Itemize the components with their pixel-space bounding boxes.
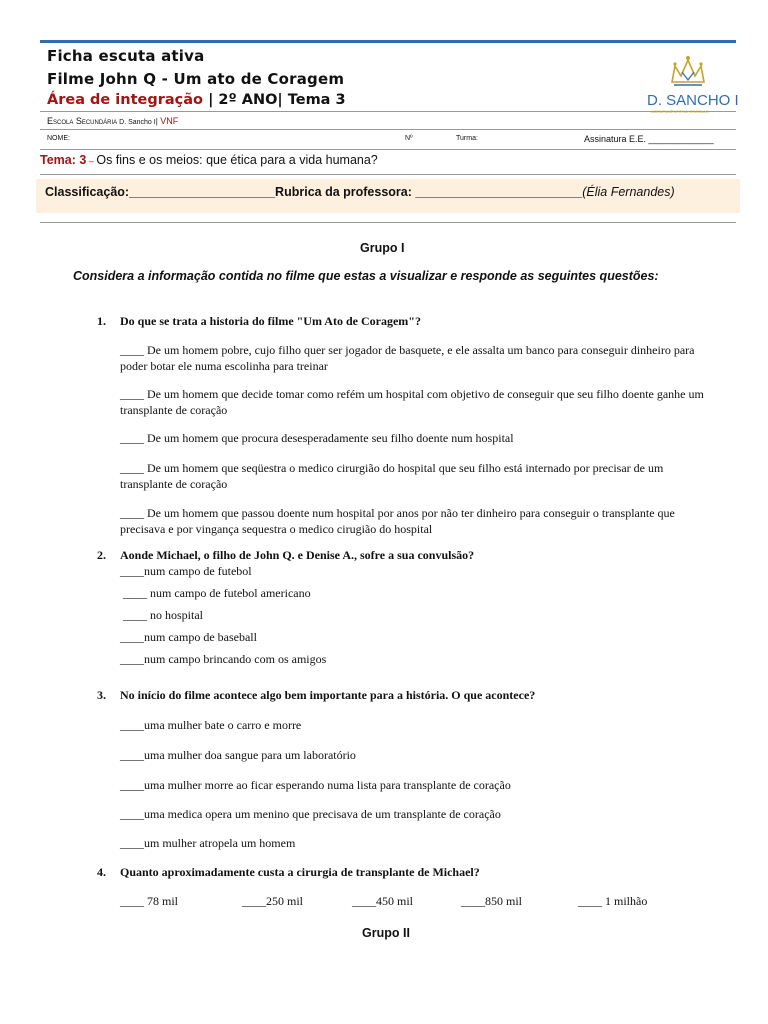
question-2-num: 2.: [97, 548, 106, 562]
q4-option[interactable]: ____450 mil: [352, 894, 414, 908]
q1-option[interactable]: ____ De um homem que passou doente num hospital por anos por não ter dinheiro para conseguir o transplante que precisava e por vingança sequestra o medico cirugião do hospital: [120, 506, 675, 536]
q2-option[interactable]: ____num campo de futebol: [120, 564, 252, 578]
area-line: [47, 92, 346, 108]
school-line: [47, 116, 178, 126]
q1-option[interactable]: ____ De um homem que procura desesperadamente seu filho doente num hospital: [120, 431, 514, 445]
divider: [40, 129, 736, 130]
q3-option[interactable]: ____um mulher atropela um homem: [120, 836, 296, 850]
divider: [40, 174, 736, 175]
doc-title: Ficha escuta ativa: [47, 47, 205, 65]
q3-option[interactable]: ____uma mulher morre ao ficar esperando numa lista para transplante de coração: [120, 778, 511, 792]
q4-option[interactable]: ____250 mil: [242, 894, 304, 908]
tema-text: Os fins e os meios: que ética para a vida humana?: [96, 153, 378, 167]
q1-option[interactable]: ____ De um homem que decide tomar como refém um hospital com objetivo de conseguir que seu filho doente ganhe um transplante de coração: [120, 387, 704, 417]
school-place: VNF: [157, 116, 179, 126]
tema-dash: –: [86, 156, 97, 166]
school-sep: |: [155, 117, 158, 126]
q2-option[interactable]: ____ no hospital: [120, 608, 203, 622]
grupo1-title: Grupo I: [360, 241, 405, 255]
q4-option[interactable]: ____850 mil: [461, 894, 523, 908]
school-name: D. Sancho I: [117, 119, 156, 126]
area-label: Área de integração: [47, 92, 204, 108]
tema-label: Tema: 3: [40, 153, 87, 167]
question-3-num: 3.: [97, 688, 106, 702]
header-top-rule: [40, 40, 736, 43]
field-nome[interactable]: NOME:: [47, 135, 70, 142]
divider: [40, 149, 736, 150]
q1-option[interactable]: ____ De um homem que seqüestra o medico cirurgião do hospital que seu filho está internado por precisar de um transplante de coração: [120, 461, 664, 491]
field-turma[interactable]: Turma:: [456, 135, 478, 142]
tema-line: [40, 153, 378, 167]
logo-name: D. SANCHO I: [647, 92, 739, 109]
q3-option[interactable]: ____uma mulher bate o carro e morre: [120, 718, 302, 732]
classification-text: Classificação:_____________________Rubrica da professora: ________________________: [45, 185, 583, 199]
question-1-num: 1.: [97, 314, 106, 328]
field-numero[interactable]: Nº: [405, 135, 413, 142]
divider: [40, 111, 736, 112]
q4-option[interactable]: ____ 78 mil: [120, 894, 179, 908]
q2-option[interactable]: ____num campo de baseball: [120, 630, 257, 644]
teacher-name: (Élia Fernandes): [582, 185, 675, 199]
q2-option[interactable]: ____num campo brincando com os amigos: [120, 652, 327, 666]
question-3-text: No início do filme acontece algo bem importante para a história. O que acontece?: [120, 688, 536, 702]
question-4-num: 4.: [97, 865, 106, 879]
film-title: Filme John Q - Um ato de Coragem: [47, 70, 345, 88]
question-4-text: Quanto aproximadamente custa a cirurgia de transplante de Michael?: [120, 865, 480, 879]
divider: [40, 222, 736, 223]
grupo1-instruction: Considera a informação contida no filme que estas a visualizar e responde as seguintes questões:: [73, 269, 659, 283]
classification-line: [45, 185, 675, 199]
question-1-text: Do que se trata a historia do filme "Um Ato de Coragem"?: [120, 314, 421, 328]
grupo2-title: Grupo II: [362, 926, 410, 940]
q3-option[interactable]: ____uma mulher doa sangue para um laboratório: [120, 748, 356, 762]
q1-option[interactable]: ____ De um homem pobre, cujo filho quer ser jogador de basquete, e ele assalta um banco para conseguir dinheiro para poder botar ele numa escolinha para treinar: [120, 343, 695, 373]
school-prefix: Escola Secundária: [47, 116, 118, 126]
field-assinatura[interactable]: Assinatura E.E. _____________: [584, 134, 714, 144]
area-year-tema: | 2º ANO| Tema 3: [203, 92, 346, 108]
q4-option[interactable]: ____ 1 milhão: [578, 894, 648, 908]
question-2-text: Aonde Michael, o filho de John Q. e Denise A., sofre a sua convulsão?: [120, 548, 475, 562]
q3-option[interactable]: ____uma medica opera um menino que precisava de um transplante de coração: [120, 807, 501, 821]
q2-option[interactable]: ____ num campo de futebol americano: [120, 586, 311, 600]
